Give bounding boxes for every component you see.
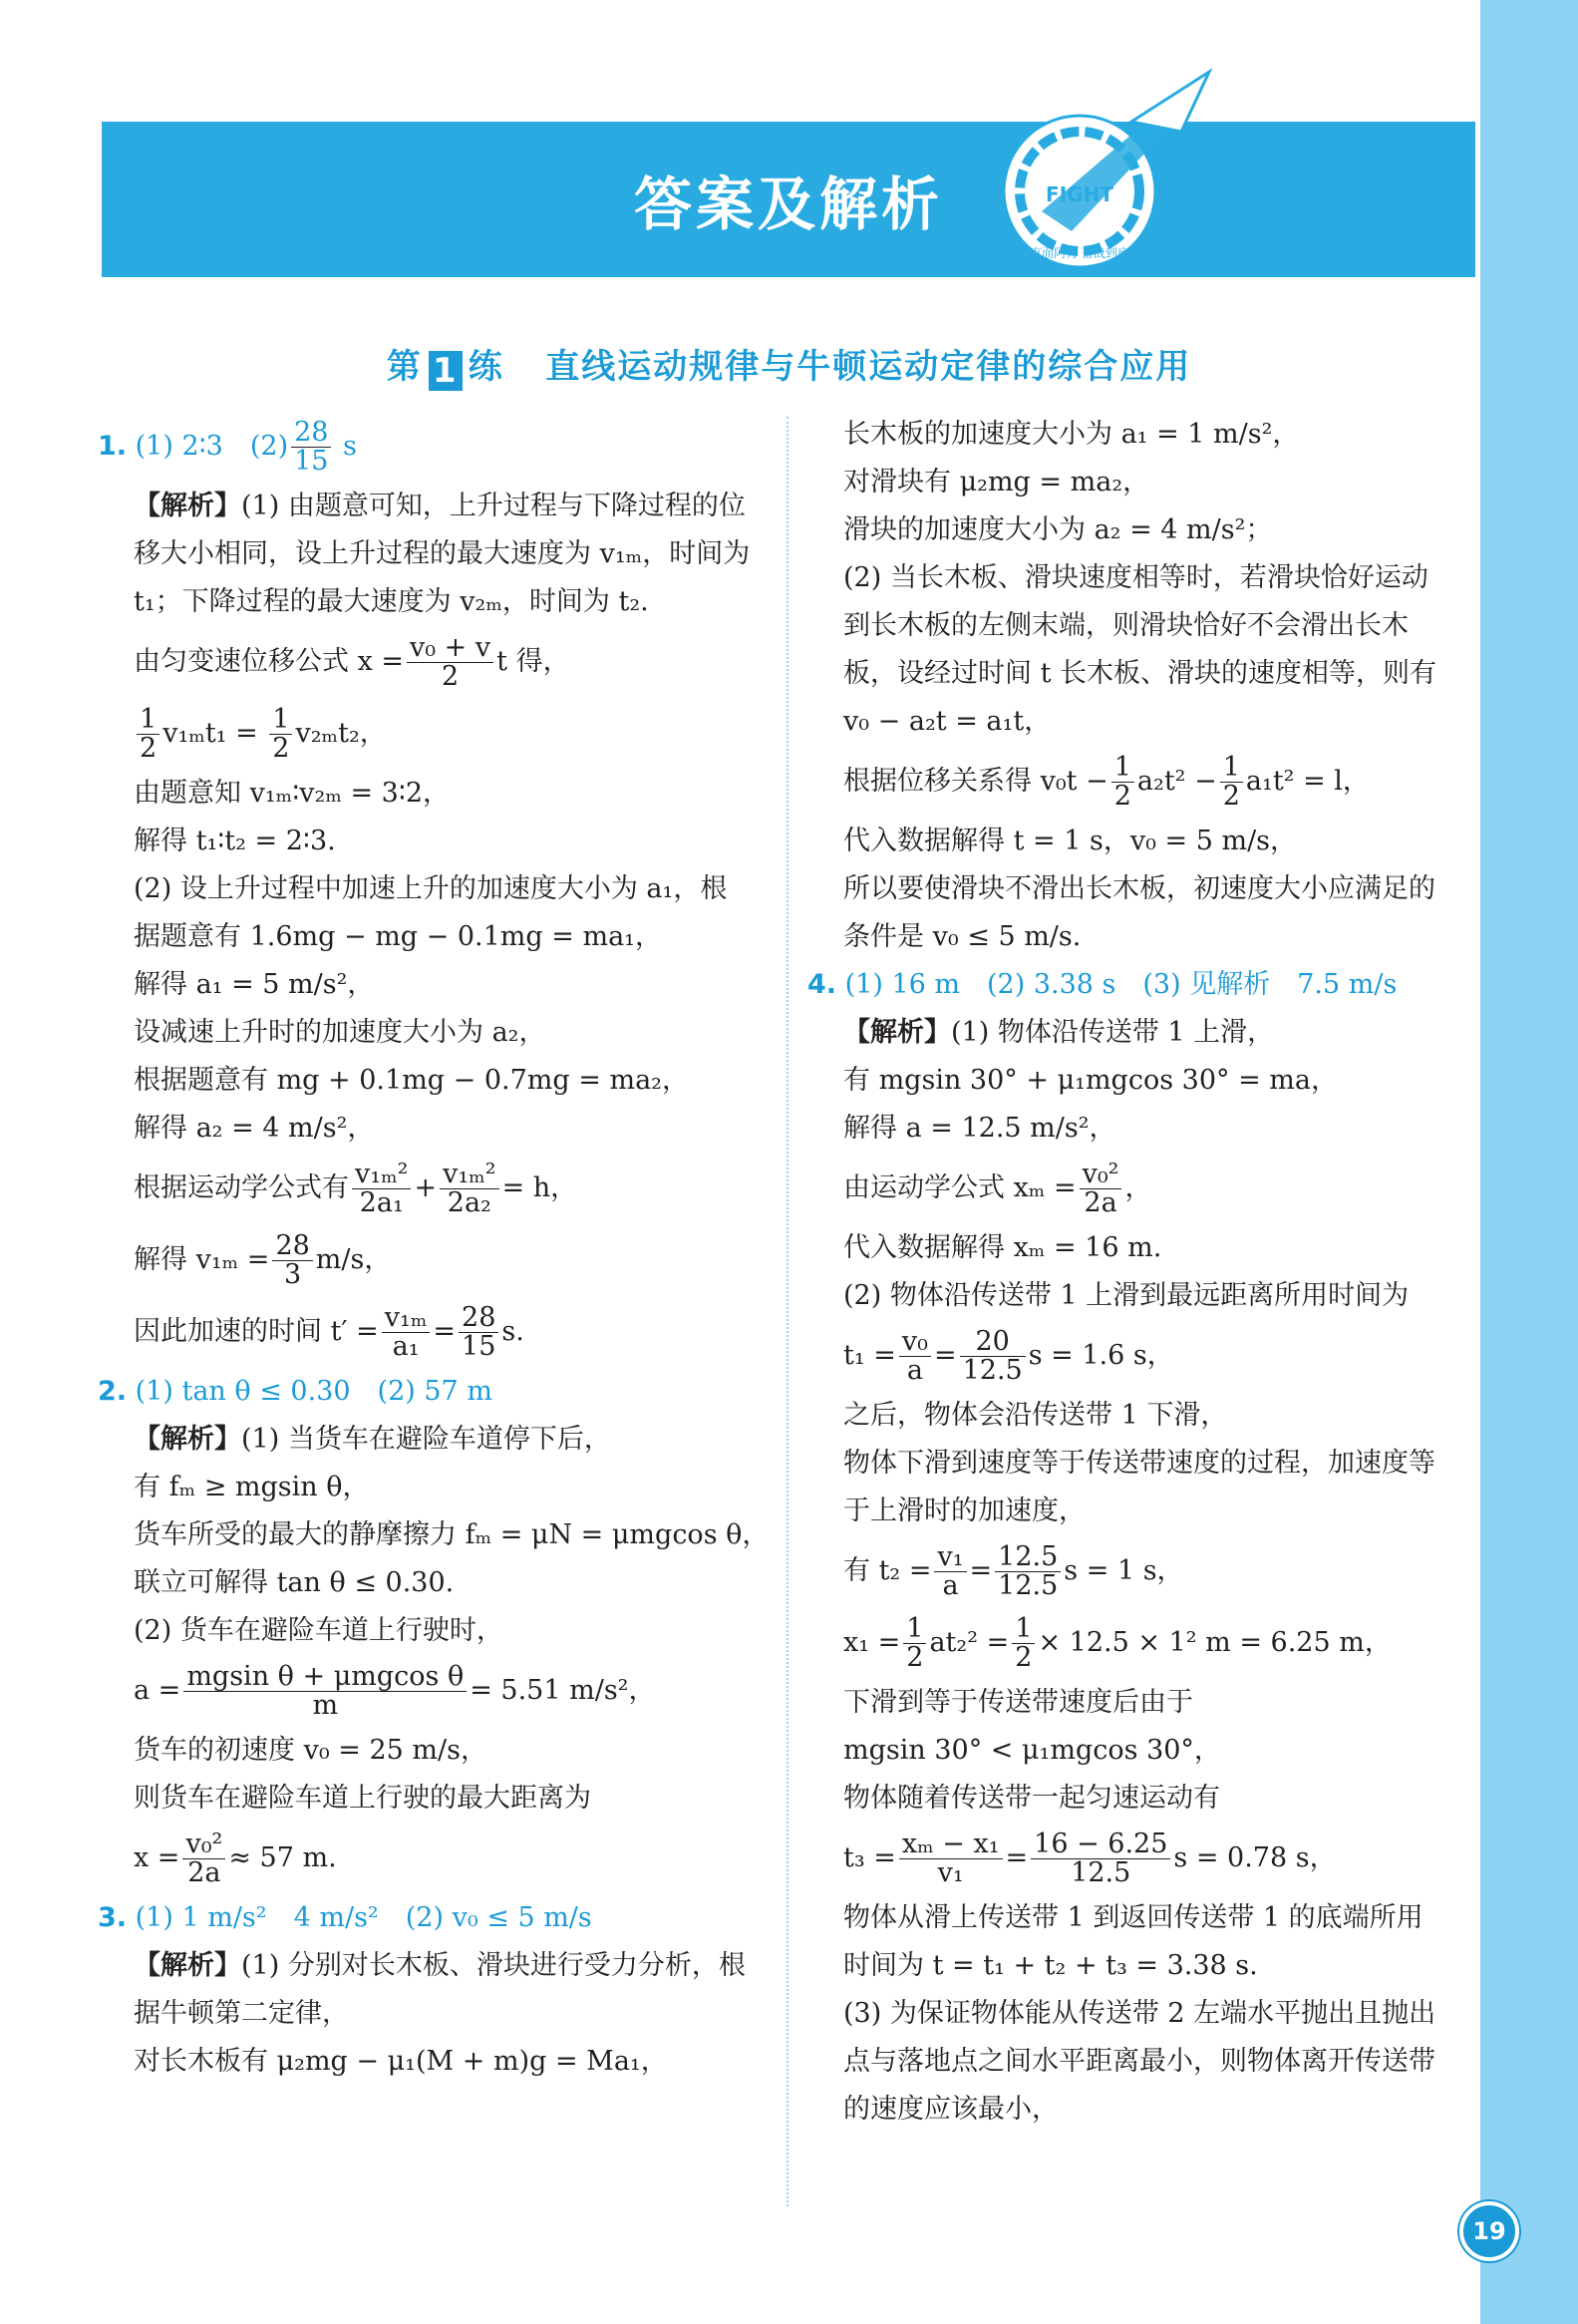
r-line-6: 板，设经过时间 t 长木板、滑块的速度相等，则有	[843, 658, 1437, 689]
section-title	[0, 339, 1578, 391]
q1-line-16: 因此加速的时间 t′ = $\frac{\text{v₁ₘ}}{\text{a₁}}$ = $\frac{28}{15}$ s.	[134, 1301, 524, 1362]
r-line-5: 到长木板的左侧末端，则滑块恰好不会滑出长木	[843, 610, 1409, 641]
r-line-1: 长木板的加速度大小为 a₁ = 1 m/s²，	[843, 419, 1300, 450]
badge-text: FIGHT	[1046, 182, 1113, 206]
q1-line-3: t₁；下降过程的最大速度为 v₂ₘ，时间为 t₂.	[134, 586, 649, 617]
q2-answer: 2. (1) tan θ ≤ 0.30 (2) 57 m	[98, 1376, 492, 1407]
section-heading: 直线运动规律与牛顿运动定律的综合应用	[545, 347, 1192, 387]
q1-line-14: 根据运动学公式有 $\frac{\text{v₁ₘ²}}{\text{2a₁}}$ + $\frac{\text{v₁ₘ²}}{\text{2a₂}}$ = h，	[134, 1158, 578, 1218]
q1-line-1: 【解析】(1) 由题意可知，上升过程与下降过程的位	[134, 491, 746, 521]
page-title: 答案及解析	[633, 170, 943, 238]
r-line-4: (2) 当长木板、滑块速度相等时，若滑块恰好运动	[843, 562, 1428, 593]
q4-line-19: (3) 为保证物体能从传送带 2 左端水平抛出且抛出	[843, 1998, 1436, 2029]
q4-answer: 4. (1) 16 m (2) 3.38 s (3) 见解析 7.5 m/s	[807, 969, 1398, 1000]
r-line-11: 条件是 v₀ ≤ 5 m/s.	[843, 921, 1082, 952]
r-line-10: 所以要使滑块不滑出长木板，初速度大小应满足的	[843, 873, 1435, 904]
section-number: 1	[429, 351, 463, 391]
q3-line-3: 对长木板有 μ₂mg − μ₁(M + m)g = Ma₁，	[134, 2046, 668, 2077]
q3-answer: 3. (1) 1 m/s² 4 m/s² (2) v₀ ≤ 5 m/s	[98, 1902, 592, 1933]
q3-line-1: 【解析】(1) 分别对长木板、滑块进行受力分析，根	[134, 1950, 746, 1981]
q4-line-11: 有 t₂ = $\frac{\text{v₁}}{a}$ = $\frac{12.5}{12.5}$ s = 1 s，	[843, 1540, 1184, 1601]
section-suffix: 练	[468, 347, 504, 387]
q4-line-20: 点与落地点之间水平距离最小，则物体离开传送带	[843, 2046, 1435, 2077]
q4-line-12: x₁ = $\frac{1}{2}$ at₂² = $\frac{1}{2}$ × 12.5 × 1² m = 6.25 m，	[843, 1612, 1392, 1673]
q2-line-8: 则货车在避险车道上行驶的最大距离为	[134, 1783, 591, 1814]
q1-line-9: 据题意有 1.6mg − mg − 0.1mg = ma₁，	[134, 921, 663, 952]
q2-line-4: 联立可解得 tan θ ≤ 0.30.	[134, 1567, 455, 1598]
r-line-7: v₀ − a₂t = a₁t，	[843, 706, 1052, 737]
header-banner	[102, 122, 1475, 277]
q1-answer: 1. (1) 2∶3 (2) $\frac{28}{15}$ s	[98, 416, 357, 477]
q1-line-2: 移大小相同，设上升过程的最大速度为 v₁ₘ，时间为	[134, 538, 751, 569]
q1-line-6: 由题意知 v₁ₘ∶v₂ₘ = 3∶2，	[134, 778, 451, 809]
column-divider	[787, 417, 789, 2206]
q4-line-5: 代入数据解得 xₘ = 16 m.	[843, 1232, 1162, 1263]
q2-line-1: 【解析】(1) 当货车在避险车道停下后，	[134, 1424, 611, 1455]
q2-line-7: 货车的初速度 v₀ = 25 m/s，	[134, 1735, 487, 1766]
q1-line-5: $\frac{1}{2}$ v₁ₘt₁ = $\frac{1}{2}$ v₂ₘt₂，	[98, 698, 786, 770]
q4-line-8: 之后，物体会沿传送带 1 下滑，	[843, 1400, 1228, 1431]
q4-line-4: 由运动学公式 xₘ = $\frac{\text{v₀²}}{2a}$ ，	[843, 1158, 1152, 1218]
q1-line-11: 设减速上升时的加速度大小为 a₂，	[134, 1017, 546, 1048]
q1-line-15: 解得 v₁ₘ = $\frac{28}{3}$ m/s，	[134, 1229, 392, 1290]
q1-line-7: 解得 t₁∶t₂ = 2∶3.	[134, 826, 336, 856]
q1-line-8: (2) 设上升过程中加速上升的加速度大小为 a₁，根	[134, 873, 728, 904]
q2-number: 2.	[98, 1376, 128, 1407]
r-line-3: 滑块的加速度大小为 a₂ = 4 m/s²；	[843, 514, 1273, 545]
q4-line-13: 下滑到等于传送带速度后由于	[843, 1687, 1193, 1718]
q4-line-21: 的速度应该最小，	[843, 2094, 1059, 2125]
fight-badge-icon	[982, 62, 1221, 291]
q1-line-12: 根据题意有 mg + 0.1mg − 0.7mg = ma₂，	[134, 1065, 690, 1096]
q1-line-4: 由匀变速位移公式 x = $\frac{\text{v₀ + v}}{2}$ t 得，	[134, 631, 570, 692]
q4-line-3: 解得 a = 12.5 m/s²，	[843, 1113, 1116, 1144]
q4-line-2: 有 mgsin 30° + μ₁mgcos 30° = ma，	[843, 1065, 1338, 1096]
q4-line-6: (2) 物体沿传送带 1 上滑到最远距离所用时间为	[843, 1280, 1410, 1311]
q4-line-7: t₁ = $\frac{\text{v₀}}{a}$ = $\frac{20}{12.5}$ s = 1.6 s，	[843, 1325, 1174, 1386]
q4-number: 4.	[807, 969, 837, 1000]
q2-line-2: 有 fₘ ≥ mgsin θ，	[134, 1472, 370, 1502]
right-column	[807, 411, 1495, 2134]
q4-line-16: t₃ = $\frac{\text{xₘ − x₁}}{\text{v₁}}$ = $\frac{16 - 6.25}{12.5}$ s = 0.78 s，	[843, 1827, 1337, 1888]
q3-number: 3.	[98, 1902, 128, 1933]
left-column	[98, 411, 786, 2086]
q1-line-13: 解得 a₂ = 4 m/s²，	[134, 1113, 375, 1144]
q2-line-5: (2) 货车在避险车道上行驶时，	[134, 1615, 503, 1646]
q3-line-2: 据牛顿第二定律，	[134, 1998, 349, 2029]
q4-line-17: 物体从滑上传送带 1 到返回传送带 1 的底端所用	[843, 1902, 1423, 1933]
q4-line-10: 于上滑时的加速度，	[843, 1495, 1086, 1526]
q4-line-15: 物体随着传送带一起匀速运动有	[843, 1783, 1220, 1814]
badge-ring-text: 直面阿力 奋战到底	[1030, 246, 1129, 260]
q4-line-18: 时间为 t = t₁ + t₂ + t₃ = 3.38 s.	[843, 1950, 1258, 1981]
q4-line-9: 物体下滑到速度等于传送带速度的过程，加速度等	[843, 1448, 1435, 1479]
q1-number: 1.	[98, 431, 128, 462]
q2-line-6: a = $\frac{\text{mgsin θ + μmgcos θ}}{m}$ = 5.51 m/s²，	[134, 1660, 656, 1721]
r-line-8: 根据位移关系得 v₀t − $\frac{1}{2}$ a₂t² − $\frac{1}{2}$ a₁t² = l，	[843, 751, 1370, 812]
q1-line-10: 解得 a₁ = 5 m/s²，	[134, 969, 375, 1000]
q4-line-1: 【解析】(1) 物体沿传送带 1 上滑，	[843, 1017, 1275, 1048]
section-prefix: 第	[386, 347, 423, 387]
q4-line-14: mgsin 30° < μ₁mgcos 30°，	[843, 1735, 1221, 1766]
r-line-2: 对滑块有 μ₂mg = ma₂，	[843, 467, 1150, 498]
r-line-9: 代入数据解得 t = 1 s，v₀ = 5 m/s，	[843, 826, 1298, 856]
q2-line-3: 货车所受的最大的静摩擦力 fₘ = μN = μmgcos θ，	[134, 1519, 770, 1550]
page-number: 19	[1459, 2201, 1519, 2261]
q2-line-9: x = $\frac{\text{v₀²}}{2a}$ ≈ 57 m.	[134, 1827, 337, 1888]
